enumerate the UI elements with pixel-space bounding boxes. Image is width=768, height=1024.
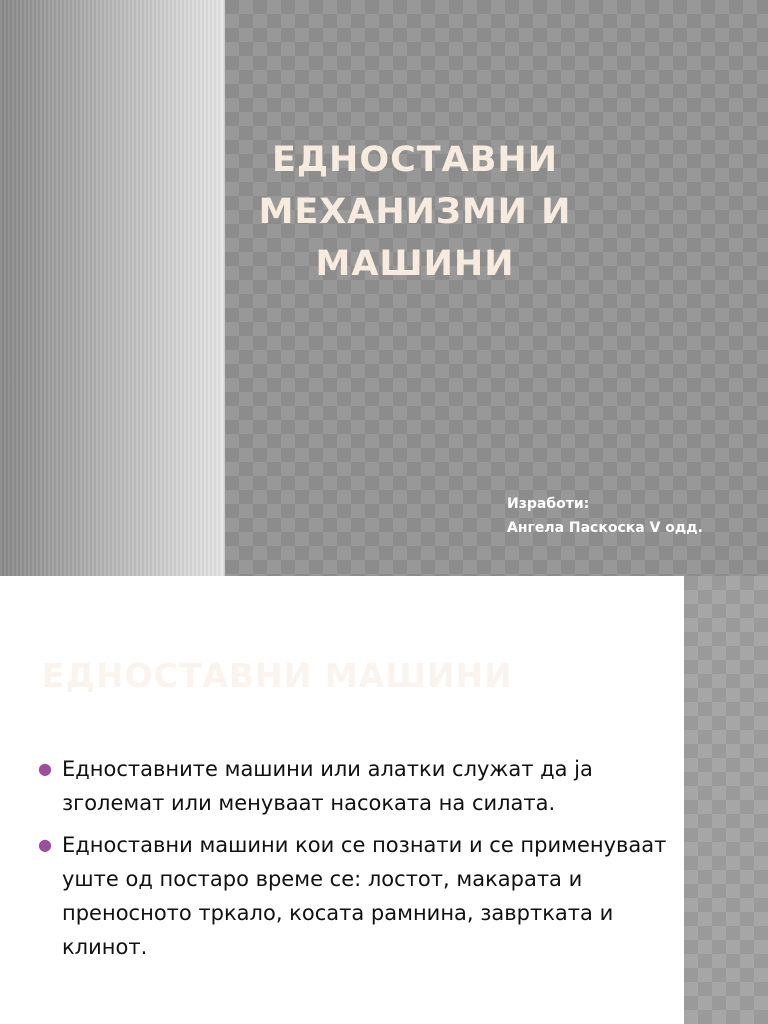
content-slide (0, 576, 768, 1024)
bullet-text: Едноставни машини кои се познати и се применуваат уште од постаро време се: лостот, макарата и преносното тркало, косата рамнина, завртката и клинот. (62, 833, 667, 959)
slide-title: ЕДНОСТАВНИ МАШИНИ (42, 656, 513, 695)
bullet-icon: ● (38, 835, 52, 854)
presentation-title: ЕДНОСТАВНИ МЕХАНИЗМИ И МАШИНИ (258, 140, 572, 284)
author-label: Изработи: (507, 496, 590, 512)
list-item (38, 828, 668, 964)
left-gradient-panel (0, 0, 224, 576)
bullet-icon: ● (38, 759, 52, 778)
bullet-text: Едноставните машини или алатки служат да ја зголемат или менуваат насоката на силата. (62, 757, 593, 815)
bullet-list (38, 752, 668, 972)
list-item (38, 752, 668, 820)
author-name: Ангела Паскоска V одд. (507, 520, 703, 536)
side-pattern-strip (684, 576, 768, 1024)
author-block (507, 492, 757, 540)
